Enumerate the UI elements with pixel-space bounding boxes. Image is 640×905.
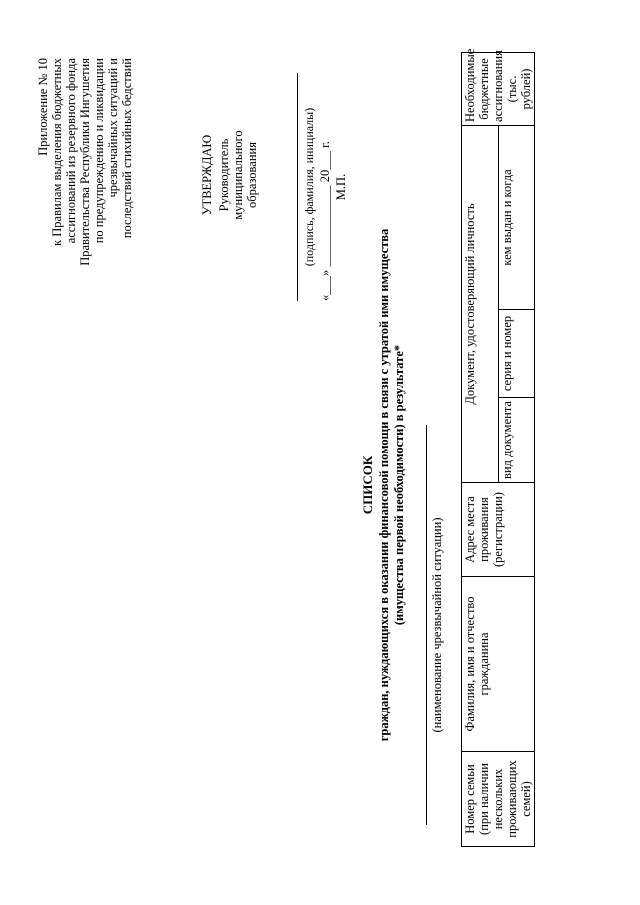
document-title: СПИСОК bbox=[360, 455, 375, 515]
approval-title: УТВЕРЖДАЮ bbox=[200, 134, 214, 216]
appendix-line: Правительства Республики Ингушетия bbox=[78, 58, 92, 266]
date-line: «___» _____________ 20___ г. bbox=[318, 141, 332, 301]
appendix-line: Приложение № 10 bbox=[36, 58, 50, 156]
header-address: Адрес места проживания (регистрации) bbox=[462, 483, 535, 577]
header-doc-series: серия и номер bbox=[498, 310, 535, 398]
header-doc-issued: кем выдан и когда bbox=[498, 125, 535, 309]
appendix-note bbox=[36, 58, 134, 268]
document-title-block bbox=[360, 125, 407, 845]
header-doc-type: вид документа bbox=[498, 398, 535, 483]
appendix-line: к Правилам выделения бюджетных bbox=[50, 58, 64, 246]
signature-caption: (подпись, фамилия, инициалы) bbox=[302, 107, 316, 267]
document-subtitle: (имущества первой необходимости) в результате* bbox=[392, 344, 406, 626]
stamp-label: М.П. bbox=[334, 173, 348, 201]
approval-position: Руководитель муниципального образования bbox=[217, 130, 259, 220]
appendix-line: по предупреждению и ликвидации bbox=[92, 58, 106, 244]
document-subtitle: граждан, нуждающихся в оказании финансовой помощи в связи с утратой ими имущества bbox=[377, 228, 391, 742]
appendix-line: последствий стихийных бедствий bbox=[120, 58, 134, 239]
situation-caption: (наименование чрезвычайной ситуации) bbox=[430, 517, 444, 733]
signature-line bbox=[297, 73, 298, 301]
header-id-document: Документ, удостоверяющий личность bbox=[462, 125, 499, 482]
header-full-name: Фамилия, имя и отчество гражданина bbox=[462, 577, 535, 752]
appendix-line: чрезвычайных ситуаций и bbox=[106, 58, 120, 198]
approval-block bbox=[200, 100, 259, 250]
situation-line bbox=[426, 425, 427, 825]
appendix-line: ассигнований из резервного фонда bbox=[64, 58, 78, 244]
table-header-row bbox=[462, 52, 499, 846]
header-funds-needed: Необходимые бюджетные ассигнования (тыс. рублей) bbox=[462, 52, 535, 125]
header-family-number: Номер семьи (при наличии нескольких проживающих семей) bbox=[462, 752, 535, 847]
citizens-table bbox=[461, 48, 535, 847]
